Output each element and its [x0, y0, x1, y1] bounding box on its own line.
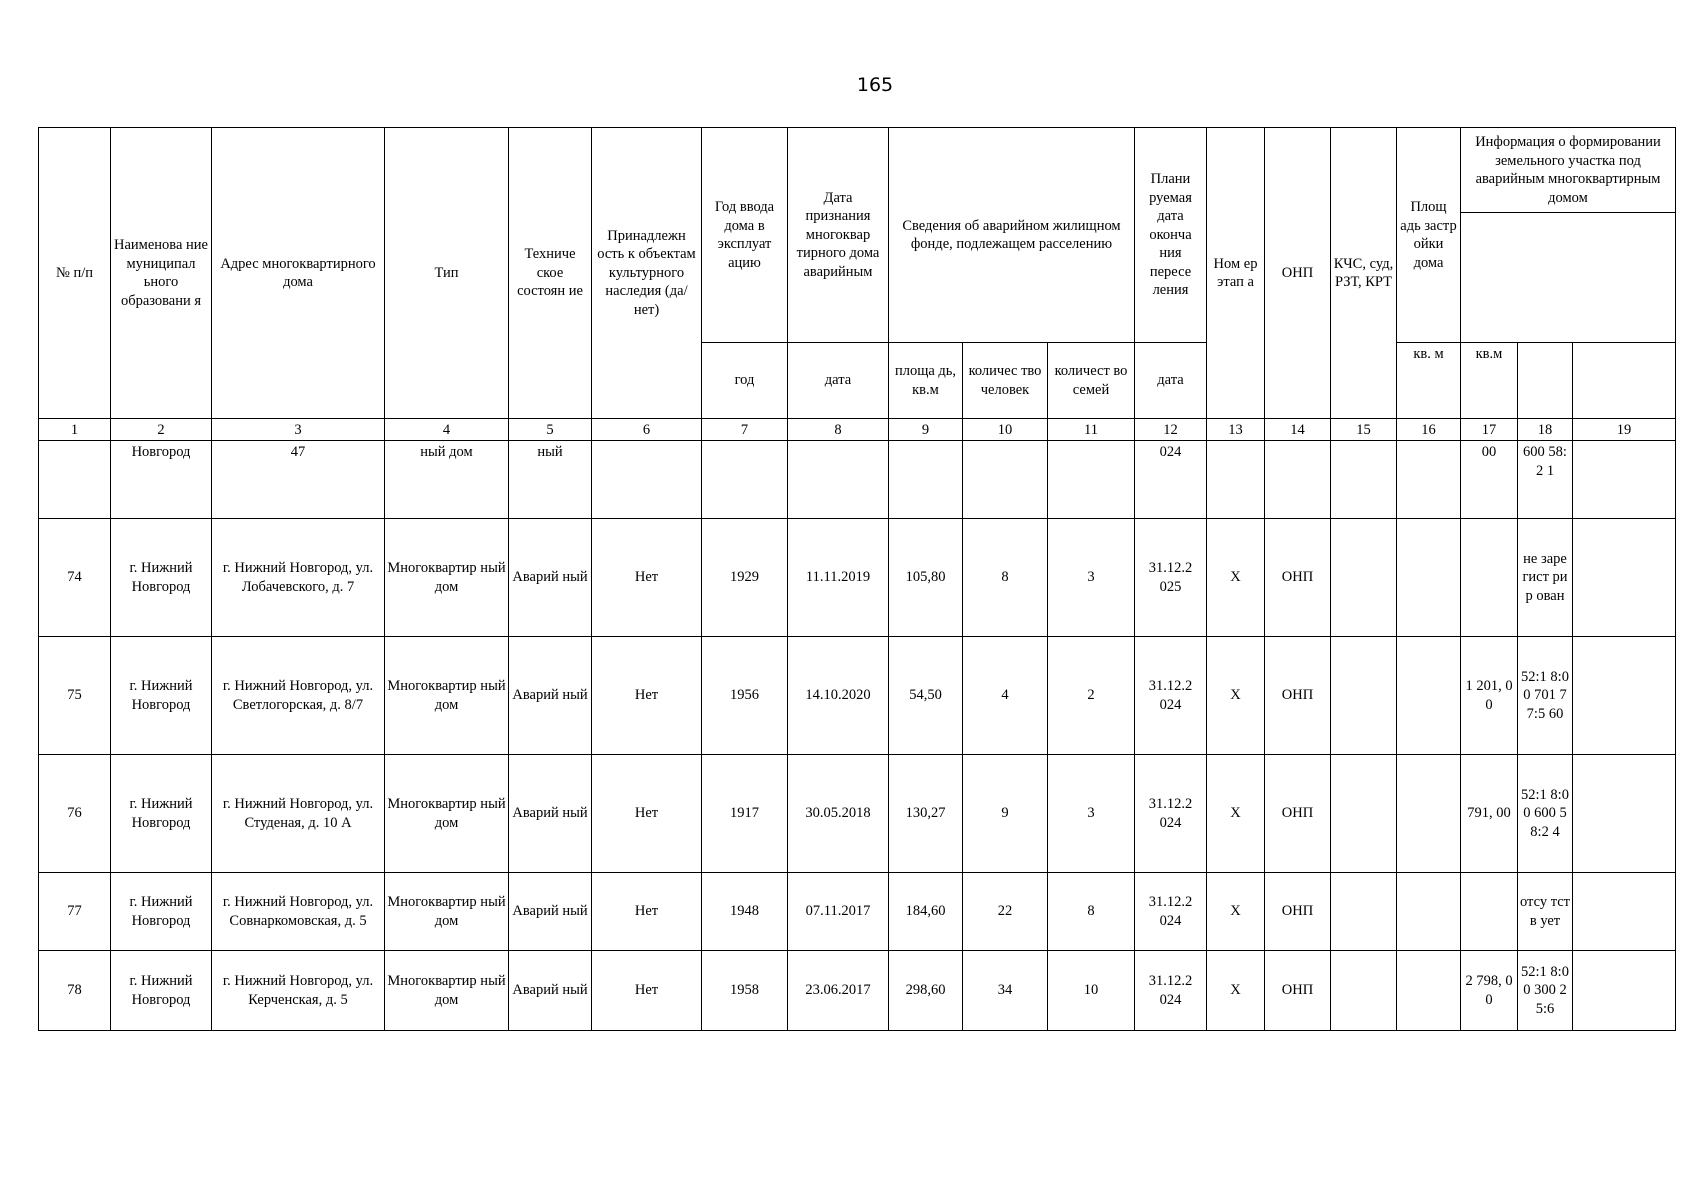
stage	[1207, 441, 1265, 519]
header-emergency-fund: Сведения об аварийном жилищном фонде, подлежащем расселению	[889, 128, 1135, 343]
cadastral-number: 52:1 8:00 701 77:5 60	[1518, 637, 1573, 755]
recognition-date: 23.06.2017	[788, 951, 889, 1031]
stage: Х	[1207, 873, 1265, 951]
onp: ОНП	[1265, 519, 1331, 637]
column-number: 2	[111, 419, 212, 441]
header-sub-date: дата	[788, 343, 889, 419]
header-sub-people: количес тво человек	[963, 343, 1048, 419]
row-number: 76	[39, 755, 111, 873]
house-type: Многоквартир ный дом	[385, 637, 509, 755]
plot-characteristic	[1573, 951, 1676, 1031]
address: г. Нижний Новгород, ул. Керченская, д. 5	[212, 951, 385, 1031]
built-area	[1397, 637, 1461, 755]
cadastral-number: 600 58:2 1	[1518, 441, 1573, 519]
house-type: Многоквартир ный дом	[385, 951, 509, 1031]
kchs	[1331, 519, 1397, 637]
row-number: 78	[39, 951, 111, 1031]
column-number: 8	[788, 419, 889, 441]
header-kchs: КЧС, суд, РЗТ, КРТ	[1331, 128, 1397, 419]
heritage: Нет	[592, 951, 702, 1031]
stage: Х	[1207, 951, 1265, 1031]
column-number: 12	[1135, 419, 1207, 441]
year-built: 1958	[702, 951, 788, 1031]
year-built: 1948	[702, 873, 788, 951]
municipality: г. Нижний Новгород	[111, 637, 212, 755]
recognition-date: 14.10.2020	[788, 637, 889, 755]
plot-area	[1461, 873, 1518, 951]
kchs	[1331, 755, 1397, 873]
year-built: 1956	[702, 637, 788, 755]
column-number: 7	[702, 419, 788, 441]
area-sqm	[889, 441, 963, 519]
built-area	[1397, 873, 1461, 951]
heritage: Нет	[592, 637, 702, 755]
column-number: 6	[592, 419, 702, 441]
header-year: Год ввода дома в эксплуат ацию	[702, 128, 788, 343]
plot-area: 791, 00	[1461, 755, 1518, 873]
header-sub-built-area-unit: кв. м	[1397, 343, 1461, 419]
column-number: 10	[963, 419, 1048, 441]
column-number: 14	[1265, 419, 1331, 441]
cadastral-number: не заре гист рир ован	[1518, 519, 1573, 637]
plot-characteristic	[1573, 637, 1676, 755]
planned-date: 31.12.2 025	[1135, 519, 1207, 637]
column-numbers-row	[39, 419, 1676, 441]
address: г. Нижний Новгород, ул. Светлогорская, д. 8/7	[212, 637, 385, 755]
house-type: ный дом	[385, 441, 509, 519]
header-onp: ОНП	[1265, 128, 1331, 419]
kchs	[1331, 441, 1397, 519]
header-stage: Ном ер этап а	[1207, 128, 1265, 419]
municipality: г. Нижний Новгород	[111, 755, 212, 873]
built-area	[1397, 441, 1461, 519]
onp: ОНП	[1265, 755, 1331, 873]
column-number: 16	[1397, 419, 1461, 441]
plot-characteristic	[1573, 519, 1676, 637]
area-sqm: 105,80	[889, 519, 963, 637]
municipality: Новгород	[111, 441, 212, 519]
planned-date: 024	[1135, 441, 1207, 519]
stage: Х	[1207, 637, 1265, 755]
header-land-plot-group	[1461, 128, 1676, 343]
tech-state: ный	[509, 441, 592, 519]
tech-state: Аварий ный	[509, 951, 592, 1031]
header-planned-date: Плани руемая дата оконча ния пересе ления	[1135, 128, 1207, 343]
year-built: 1917	[702, 755, 788, 873]
recognition-date	[788, 441, 889, 519]
header-type: Тип	[385, 128, 509, 419]
plot-area: 2 798, 00	[1461, 951, 1518, 1031]
heritage: Нет	[592, 873, 702, 951]
house-type: Многоквартир ный дом	[385, 519, 509, 637]
year-built	[702, 441, 788, 519]
column-number: 9	[889, 419, 963, 441]
header-row	[39, 128, 1676, 343]
people-count: 9	[963, 755, 1048, 873]
heritage: Нет	[592, 519, 702, 637]
plot-area: 00	[1461, 441, 1518, 519]
tech-state: Аварий ный	[509, 755, 592, 873]
header-land-plot-info: Информация о формировании земельного участка под аварийным многоквартирным домом	[1461, 128, 1675, 213]
address: 47	[212, 441, 385, 519]
families-count: 3	[1048, 755, 1135, 873]
heritage: Нет	[592, 755, 702, 873]
built-area	[1397, 519, 1461, 637]
page-number: 165	[856, 74, 894, 96]
header-sub-year: год	[702, 343, 788, 419]
recognition-date: 30.05.2018	[788, 755, 889, 873]
header-spacer	[1518, 343, 1573, 419]
header-heritage: Принадлежн ость к объектам культурного наследия (да/нет)	[592, 128, 702, 419]
column-number: 3	[212, 419, 385, 441]
area-sqm: 130,27	[889, 755, 963, 873]
built-area	[1397, 951, 1461, 1031]
area-sqm: 298,60	[889, 951, 963, 1031]
municipality: г. Нижний Новгород	[111, 951, 212, 1031]
families-count: 3	[1048, 519, 1135, 637]
plot-characteristic	[1573, 441, 1676, 519]
column-number: 17	[1461, 419, 1518, 441]
cadastral-number: 52:1 8:00 300 25:6	[1518, 951, 1573, 1031]
planned-date: 31.12.2 024	[1135, 873, 1207, 951]
column-number: 18	[1518, 419, 1573, 441]
municipality: г. Нижний Новгород	[111, 873, 212, 951]
column-number: 5	[509, 419, 592, 441]
row-number	[39, 441, 111, 519]
people-count: 8	[963, 519, 1048, 637]
table-row	[39, 519, 1676, 637]
built-area	[1397, 755, 1461, 873]
cadastral-number: 52:1 8:00 600 58:2 4	[1518, 755, 1573, 873]
row-number: 75	[39, 637, 111, 755]
house-type: Многоквартир ный дом	[385, 755, 509, 873]
row-number: 77	[39, 873, 111, 951]
plot-area	[1461, 519, 1518, 637]
column-number: 11	[1048, 419, 1135, 441]
planned-date: 31.12.2 024	[1135, 637, 1207, 755]
stage: Х	[1207, 519, 1265, 637]
header-address: Адрес многоквартирного дома	[212, 128, 385, 419]
families-count: 8	[1048, 873, 1135, 951]
house-type: Многоквартир ный дом	[385, 873, 509, 951]
planned-date: 31.12.2 024	[1135, 951, 1207, 1031]
emergency-housing-table	[38, 127, 1676, 1031]
families-count: 10	[1048, 951, 1135, 1031]
stage: Х	[1207, 755, 1265, 873]
people-count: 4	[963, 637, 1048, 755]
heritage	[592, 441, 702, 519]
people-count: 22	[963, 873, 1048, 951]
header-municipality: Наименова ние муниципал ьного образовани я	[111, 128, 212, 419]
planned-date: 31.12.2 024	[1135, 755, 1207, 873]
tech-state: Аварий ный	[509, 519, 592, 637]
people-count: 34	[963, 951, 1048, 1031]
cadastral-number: отсу тств ует	[1518, 873, 1573, 951]
address: г. Нижний Новгород, ул. Лобачевского, д. 7	[212, 519, 385, 637]
header-built-area: Площ адь застр ойки дома	[1397, 128, 1461, 343]
table-row	[39, 637, 1676, 755]
header-sub-plot-area-unit: кв.м	[1461, 343, 1518, 419]
plot-area: 1 201, 00	[1461, 637, 1518, 755]
recognition-date: 11.11.2019	[788, 519, 889, 637]
onp	[1265, 441, 1331, 519]
onp: ОНП	[1265, 637, 1331, 755]
column-number: 13	[1207, 419, 1265, 441]
table-row	[39, 441, 1676, 519]
column-number: 1	[39, 419, 111, 441]
recognition-date: 07.11.2017	[788, 873, 889, 951]
table-row	[39, 755, 1676, 873]
kchs	[1331, 637, 1397, 755]
municipality: г. Нижний Новгород	[111, 519, 212, 637]
plot-characteristic	[1573, 873, 1676, 951]
onp: ОНП	[1265, 873, 1331, 951]
table-row	[39, 873, 1676, 951]
people-count	[963, 441, 1048, 519]
column-number: 19	[1573, 419, 1676, 441]
address: г. Нижний Новгород, ул. Совнаркомовская, д. 5	[212, 873, 385, 951]
area-sqm: 184,60	[889, 873, 963, 951]
tech-state: Аварий ный	[509, 873, 592, 951]
table-row	[39, 951, 1676, 1031]
onp: ОНП	[1265, 951, 1331, 1031]
row-number: 74	[39, 519, 111, 637]
header-tech-state: Техниче ское состоян ие	[509, 128, 592, 419]
tech-state: Аварий ный	[509, 637, 592, 755]
header-sub-planned-date: дата	[1135, 343, 1207, 419]
families-count: 2	[1048, 637, 1135, 755]
plot-characteristic	[1573, 755, 1676, 873]
kchs	[1331, 873, 1397, 951]
header-recognition-date: Дата признания многоквар тирного дома аварийным	[788, 128, 889, 343]
address: г. Нижний Новгород, ул. Студеная, д. 10 А	[212, 755, 385, 873]
column-number: 15	[1331, 419, 1397, 441]
families-count	[1048, 441, 1135, 519]
header-sub-families: количест во семей	[1048, 343, 1135, 419]
column-number: 4	[385, 419, 509, 441]
header-sub-area: площа дь, кв.м	[889, 343, 963, 419]
year-built: 1929	[702, 519, 788, 637]
header-spacer	[1573, 343, 1676, 419]
kchs	[1331, 951, 1397, 1031]
area-sqm: 54,50	[889, 637, 963, 755]
header-number: № п/п	[39, 128, 111, 419]
